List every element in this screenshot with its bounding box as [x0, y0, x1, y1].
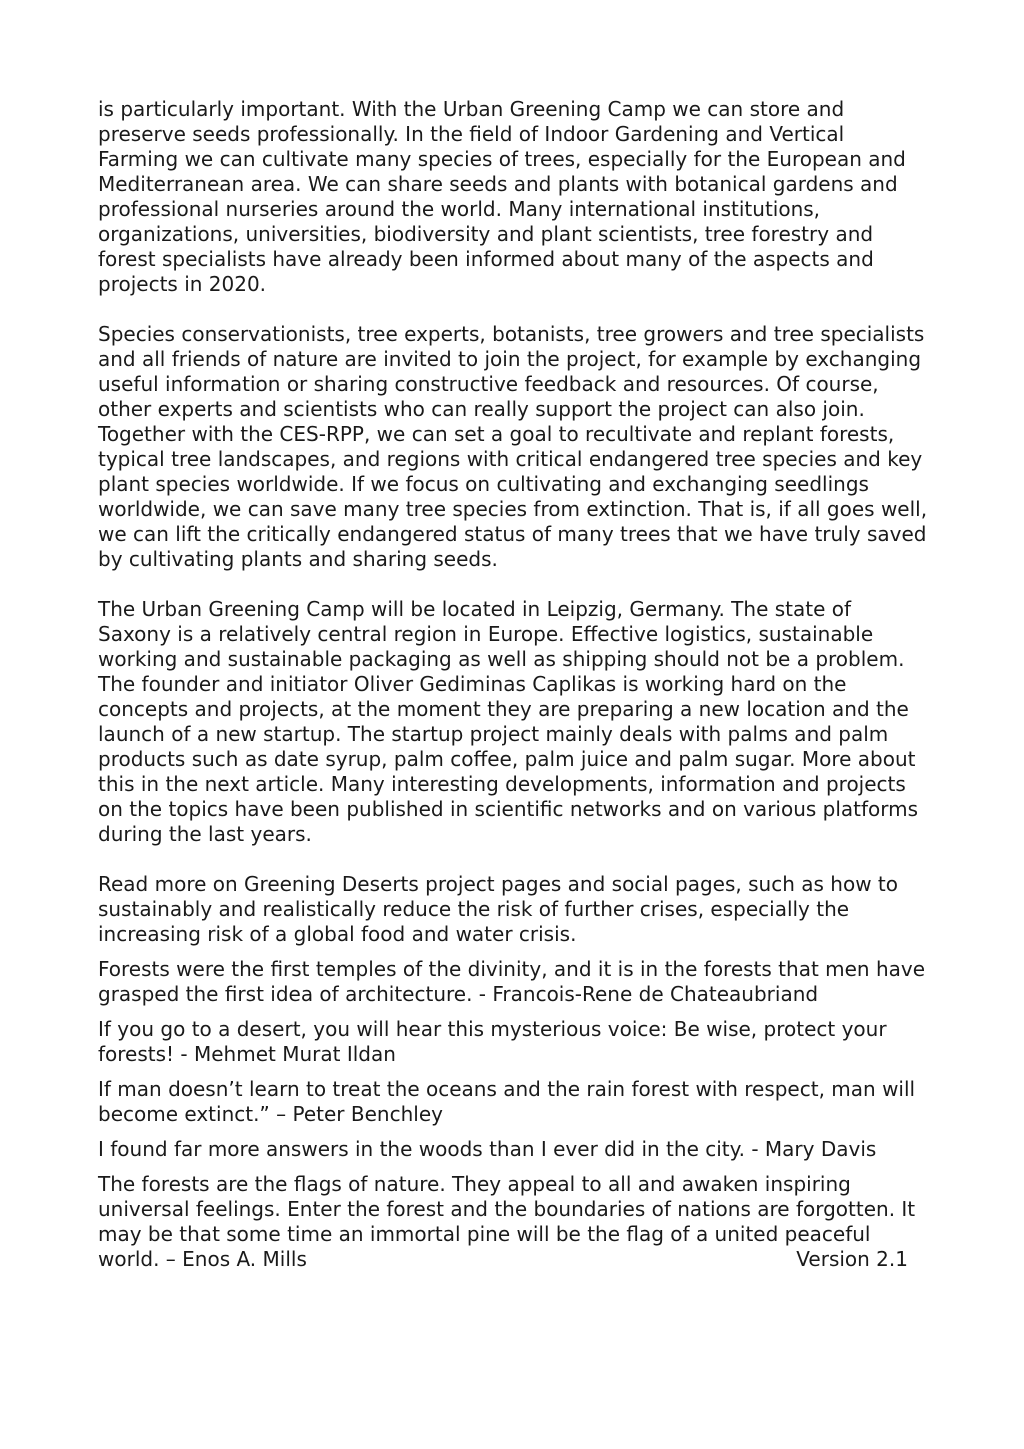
version-label: Version 2.1 [796, 1247, 908, 1271]
quote-chateaubriand: Forests were the first temples of the divinity, and it is in the forests that men have grasped the first idea of architecture. - Francois-Rene de Chateaubriand [98, 957, 926, 1006]
document-page [98, 97, 928, 1272]
quote-mills-body: The forests are the flags of nature. They appeal to all and awaken inspiring universal feelings. Enter the forest and the boundaries of nations are forgotten. It may be that some time an immortal pine will be the flag of a united peaceful [98, 1172, 916, 1246]
paragraph-read-more: Read more on Greening Deserts project pages and social pages, such as how to sustainably and realistically reduce the risk of further crises, especially the increasing risk of a global food and water crisis. [98, 872, 898, 946]
quote-benchley: If man doesn’t learn to treat the oceans and the rain forest with respect, man will become extinct.” – Peter Benchley [98, 1077, 916, 1126]
paragraph-call-to-join: Species conservationists, tree experts, botanists, tree growers and tree specialists and all friends of nature are invited to join the project, for example by exchanging useful information or sharing constructive feedback and resources. Of course, other experts and scientists who can really support the project can also join. Together with the CES-RPP, we can set a goal to recultivate and replant forests, typical tree landscapes, and regions with critical endangered tree species and key plant species worldwide. If we focus on cultivating and exchanging seedlings worldwide, we can save many tree species from extinction. That is, if all goes well, we can lift the critically endangered status of many trees that we have truly saved by cultivating plants and sharing seeds. [98, 322, 928, 571]
quote-ildan: If you go to a desert, you will hear this mysterious voice: Be wise, protect your forests! - Mehmet Murat Ildan [98, 1017, 887, 1066]
quote-mills-attribution: world. – Enos A. Mills [98, 1247, 307, 1271]
paragraph-seed-preservation: is particularly important. With the Urban Greening Camp we can store and preserve seeds professionally. In the field of Indoor Gardening and Vertical Farming we can cultivate many species of trees, especially for the European and Mediterranean area. We can share seeds and plants with botanical gardens and professional nurseries around the world. Many international institutions, organizations, universities, biodiversity and plant scientists, tree forestry and forest specialists have already been informed about many of the aspects and projects in 2020. [98, 97, 906, 296]
quote-davis: I found far more answers in the woods than I ever did in the city. - Mary Davis [98, 1137, 877, 1161]
paragraph-camp-location: The Urban Greening Camp will be located in Leipzig, Germany. The state of Saxony is a relatively central region in Europe. Effective logistics, sustainable working and sustainable packaging as well as shipping should not be a problem. The founder and initiator Oliver Gediminas Caplikas is working hard on the concepts and projects, at the moment they are preparing a new location and the launch of a new startup. The startup project mainly deals with palms and palm products such as date syrup, palm coffee, palm juice and palm sugar. More about this in the next article. Many interesting developments, information and projects on the topics have been published in scientific networks and on various platforms during the last years. [98, 597, 919, 846]
quote-mills [98, 1172, 928, 1272]
quote-mills-last-line [98, 1247, 908, 1272]
